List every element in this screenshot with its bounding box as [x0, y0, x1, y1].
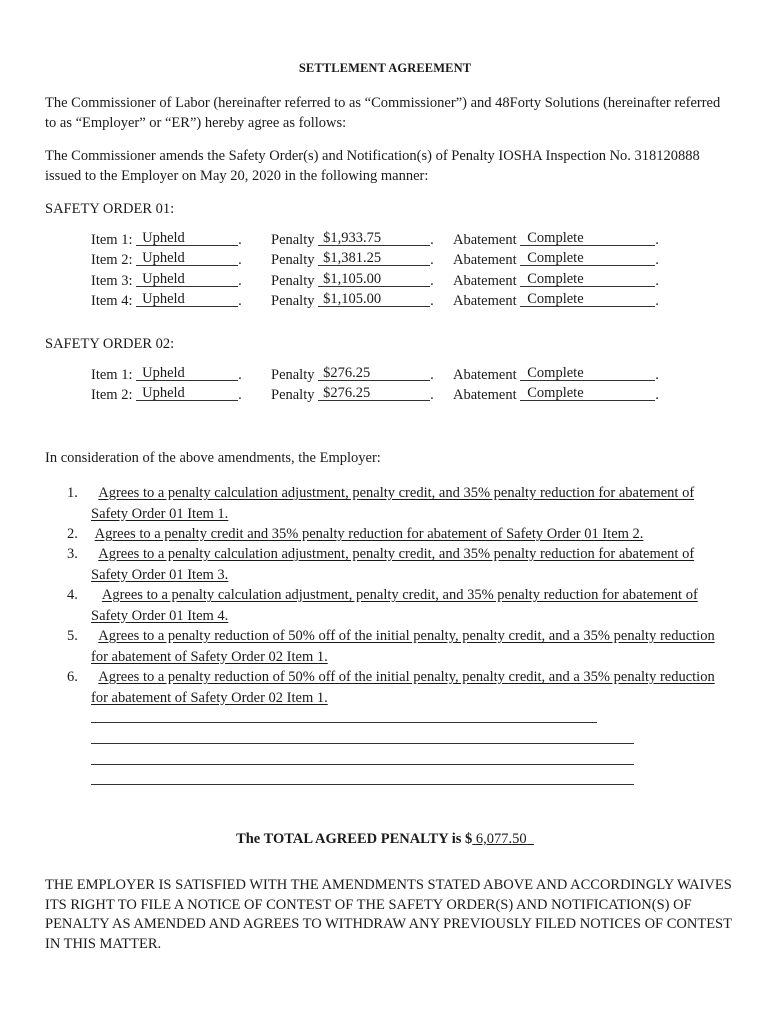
- item-status: Upheld: [142, 290, 185, 307]
- abatement-label: Abatement: [453, 367, 517, 383]
- penalty-label: Penalty: [271, 272, 315, 289]
- penalty-label: Penalty: [271, 232, 315, 248]
- term-number: 1.: [67, 485, 78, 501]
- item-status: Upheld: [142, 270, 185, 287]
- penalty-label: Penalty: [271, 367, 315, 383]
- consideration-paragraph: In consideration of the above amendments, the Employer:: [45, 450, 381, 466]
- term-text: Agrees to a penalty calculation adjustment, penalty credit, and 35% penalty reduction for abatement of Safety Order 01 Item 1.: [91, 485, 695, 522]
- term-text: Agrees to a penalty reduction of 50% off of the initial penalty, penalty credit, and a 35% penalty reduction for abatement of Safety Order 02 Item 1.: [91, 669, 715, 706]
- term-item: [45, 667, 735, 708]
- item-status: Upheld: [142, 385, 185, 402]
- penalty-label: Penalty: [271, 387, 315, 404]
- item-status: Upheld: [142, 250, 185, 267]
- item-status: Upheld: [142, 365, 185, 381]
- term-number: 6.: [67, 669, 78, 685]
- total-penalty-amount: 6,077.50: [475, 831, 527, 847]
- term-number: 2.: [67, 526, 78, 542]
- item-label: Item 3:: [91, 272, 133, 289]
- blank-fill-line: [91, 743, 634, 744]
- penalty-label: Penalty: [271, 292, 315, 309]
- safety-order-02-heading: SAFETY ORDER 02:: [45, 336, 175, 352]
- abatement-label: Abatement: [453, 387, 517, 404]
- abatement-status: Complete: [527, 365, 584, 381]
- blank-fill-line: [91, 722, 597, 723]
- penalty-label: Penalty: [271, 252, 315, 269]
- total-penalty: [0, 831, 770, 848]
- item-label: Item 2:: [91, 387, 133, 404]
- term-item: [45, 585, 735, 626]
- closing-statement: THE EMPLOYER IS SATISFIED WITH THE AMENDMENTS STATED ABOVE AND ACCORDINGLY WAIVES ITS RIGHT TO FILE A NOTICE OF CONTEST OF THE SAFETY ORDER(S) AND NOTIFICATION(S) OF PENALTY AS AMENDED AND AGREES TO WITHDRAW ANY PREVIOUSLY FILED NOTICES OF CONTEST IN THIS MATTER.: [45, 877, 732, 952]
- amendment-paragraph: The Commissioner amends the Safety Order(s) and Notification(s) of Penalty IOSHA Inspection No. 318120888 issued to the Employer on May 20, 2020 in the following manner:: [45, 148, 700, 184]
- abatement-label: Abatement: [453, 252, 517, 269]
- term-item: [45, 544, 735, 585]
- term-item: [45, 483, 735, 524]
- term-number: 3.: [67, 546, 78, 562]
- abatement-label: Abatement: [453, 292, 517, 309]
- intro-paragraph: The Commissioner of Labor (hereinafter referred to as “Commissioner”) and 48Forty Solutions (hereinafter referred to as “Employer” or “ER”) hereby agree as follows:: [45, 95, 721, 131]
- document-page: SETTLEMENT AGREEMENT The Commissioner of Labor (hereinafter referred to as “Commissioner”) and 48Forty Solutions (hereinafter referred to as “Employer” or “ER”) hereby agree as follows: The Commissioner amends the Safety Order(s) and Notification(s) of Penalty IOSHA Inspection No. 318120888 issued to the Employer on May 20, 2020 in the following manner: SAFETY ORDER 01: Item 1: Upheld . Penalty $1,933.75 . Abatement Complete . Item 2: Upheld . Penalty $1,381.25 . Abatement Complete . Item 3: Upheld . Penalty $1,105.00 . Abatement Complete . Item 4: Upheld . Penalty $1,105.00 . Abatement Complete . SAFETY ORDER 02: Item 1: Upheld . Penalty $276.25 . Abatement Complete . Item 2: Upheld . Penalty $276.25 . Abatement Complete . In consideration of the above amendments, the Employer: 1. Agrees to a penalty calculation adjustment, penalty credit, and 35% penalty reduction for abatement of Safety Order 01 Item 1. 2. Agrees to a penalty credit and 35% penalty reduction for abatement of Safety Order 01 Item 2. 3. Agrees to a penalty calculation adjustment, penalty credit, and 35% penalty reduction for abatement of Safety Order 01 Item 3. 4. Agrees to a penalty calculation adjustment, penalty credit, and 35% penalty reduction for abatement of Safety Order 01 Item 4. 5. Agrees to a penalty reduction of 50% off of the initial penalty, penalty credit, and a 35% penalty reduction for abatement of Safety Order 02 Item 1. 6. Agrees to a penalty reduction of 50% off of the initial penalty, penalty credit, and a 35% penalty reduction for abatement of Safety Order 02 Item 1. The TOTAL AGREED PENALTY is $ 6,077.50 THE EMPLOYER IS SATISFIED WITH THE AMENDMENTS STATED ABOVE AND ACCORDINGLY WAIVES ITS RIGHT TO FILE A NOTICE OF CONTEST OF THE SAFETY ORDER(S) AND NOTIFICATION(S) OF PENALTY AS AMENDED AND AGREES TO WITHDRAW ANY PREVIOUSLY FILED NOTICES OF CONTEST IN THIS MATTER.: [0, 0, 770, 1024]
- term-text: Agrees to a penalty reduction of 50% off of the initial penalty, penalty credit, and a 35% penalty reduction for abatement of Safety Order 02 Item 1.: [91, 628, 715, 665]
- abatement-label: Abatement: [453, 272, 517, 289]
- blank-fill-line: [91, 764, 634, 765]
- abatement-status: Complete: [527, 230, 584, 246]
- penalty-amount: $1,105.00: [323, 270, 382, 287]
- term-number: 5.: [67, 628, 78, 644]
- abatement-label: Abatement: [453, 232, 517, 248]
- item-label: Item 1:: [91, 232, 133, 248]
- item-label: Item 4:: [91, 292, 133, 309]
- document-title: SETTLEMENT AGREEMENT: [298, 61, 472, 75]
- item-status: Upheld: [142, 230, 185, 246]
- total-penalty-label: The TOTAL AGREED PENALTY is $: [236, 831, 473, 847]
- item-label: Item 2:: [91, 252, 133, 269]
- term-text: Agrees to a penalty calculation adjustment, penalty credit, and 35% penalty reduction for abatement of Safety Order 01 Item 4.: [91, 587, 698, 624]
- term-text: Agrees to a penalty credit and 35% penalty reduction for abatement of Safety Order 01 Item 2.: [94, 526, 644, 542]
- term-item: [45, 524, 735, 544]
- abatement-status: Complete: [527, 270, 584, 287]
- term-text: Agrees to a penalty calculation adjustment, penalty credit, and 35% penalty reduction for abatement of Safety Order 01 Item 3.: [91, 546, 695, 583]
- penalty-amount: $1,381.25: [323, 250, 382, 267]
- penalty-amount: $276.25: [323, 385, 371, 402]
- term-number: 4.: [67, 587, 78, 603]
- abatement-status: Complete: [527, 250, 584, 267]
- safety-order-01-heading: SAFETY ORDER 01:: [45, 201, 175, 217]
- blank-fill-line: [91, 784, 634, 785]
- penalty-amount: $276.25: [323, 365, 371, 381]
- abatement-status: Complete: [527, 290, 584, 307]
- penalty-amount: $1,933.75: [323, 230, 382, 246]
- penalty-amount: $1,105.00: [323, 290, 382, 307]
- item-label: Item 1:: [91, 367, 133, 383]
- term-item: [45, 626, 735, 667]
- abatement-status: Complete: [527, 385, 584, 402]
